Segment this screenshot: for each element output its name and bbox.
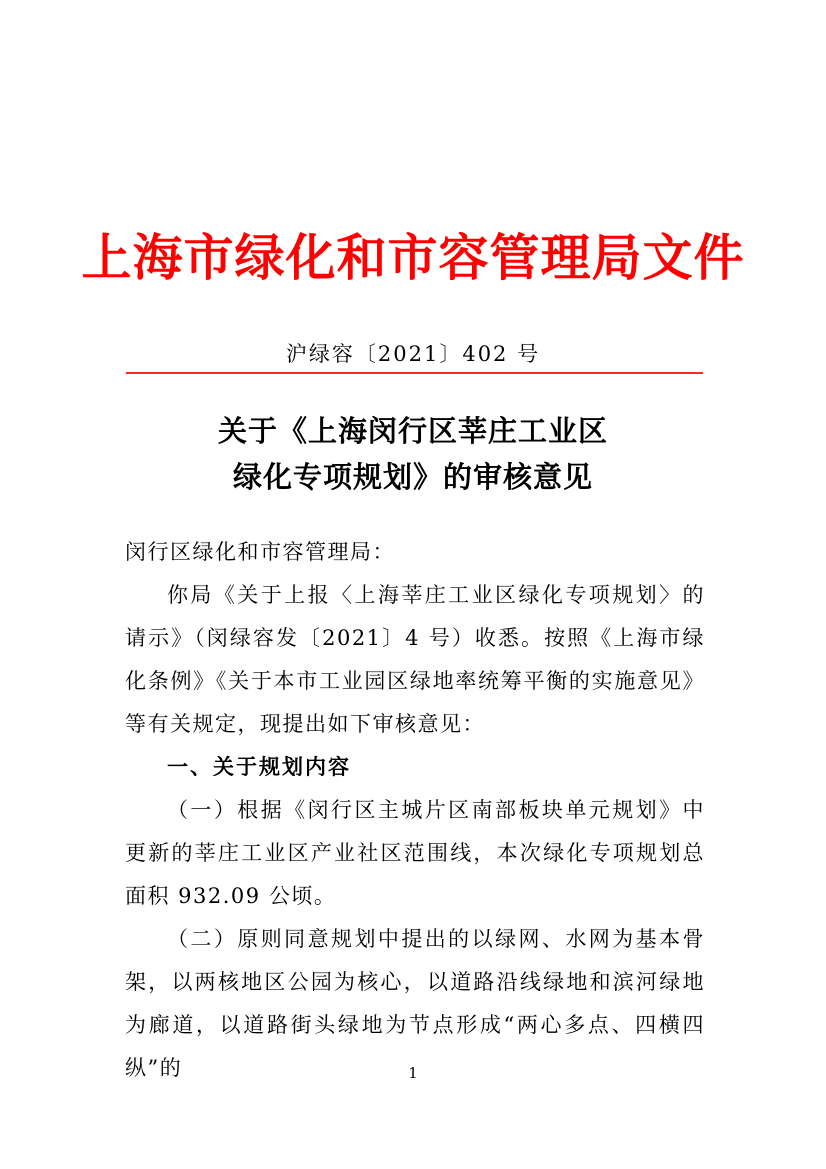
body-paragraph-3: （二）原则同意规划中提出的以绿网、水网为基本骨架，以两核地区公园为核心，以道路沿线绿地和滨河绿地为廊道，以道路街头绿地为节点形成“两心多点、四横四纵”的 bbox=[125, 927, 705, 1080]
document-title-line-2: 绿化专项规划》的审核意见 bbox=[232, 460, 593, 494]
document-title bbox=[0, 408, 826, 500]
document-number: 沪绿容〔2021〕402 号 bbox=[285, 342, 541, 366]
document-body bbox=[125, 531, 705, 1090]
body-paragraph-2: （一）根据《闵行区主城片区南部板块单元规划》中更新的莘庄工业区产业社区范围线，本次绿化专项规划总面积 932.09 公顷。 bbox=[125, 798, 705, 908]
document-title-line-1: 关于《上海闵行区莘庄工业区 bbox=[217, 414, 608, 448]
salutation: 闵行区绿化和市容管理局： bbox=[125, 540, 395, 564]
body-paragraph-1: 你局《关于上报〈上海莘庄工业区绿化专项规划〉的请示》（闵绿容发〔2021〕4 号）收悉。按照《上海市绿化条例》《关于本市工业园区绿地率统筹平衡的实施意见》等有关规定，现提出如下审核意见： bbox=[125, 583, 705, 736]
header-divider bbox=[126, 372, 703, 374]
section-heading: 一、关于规划内容 bbox=[167, 755, 351, 779]
page-number: 1 bbox=[408, 1064, 418, 1082]
agency-header-title: 上海市绿化和市容管理局文件 bbox=[81, 228, 745, 287]
